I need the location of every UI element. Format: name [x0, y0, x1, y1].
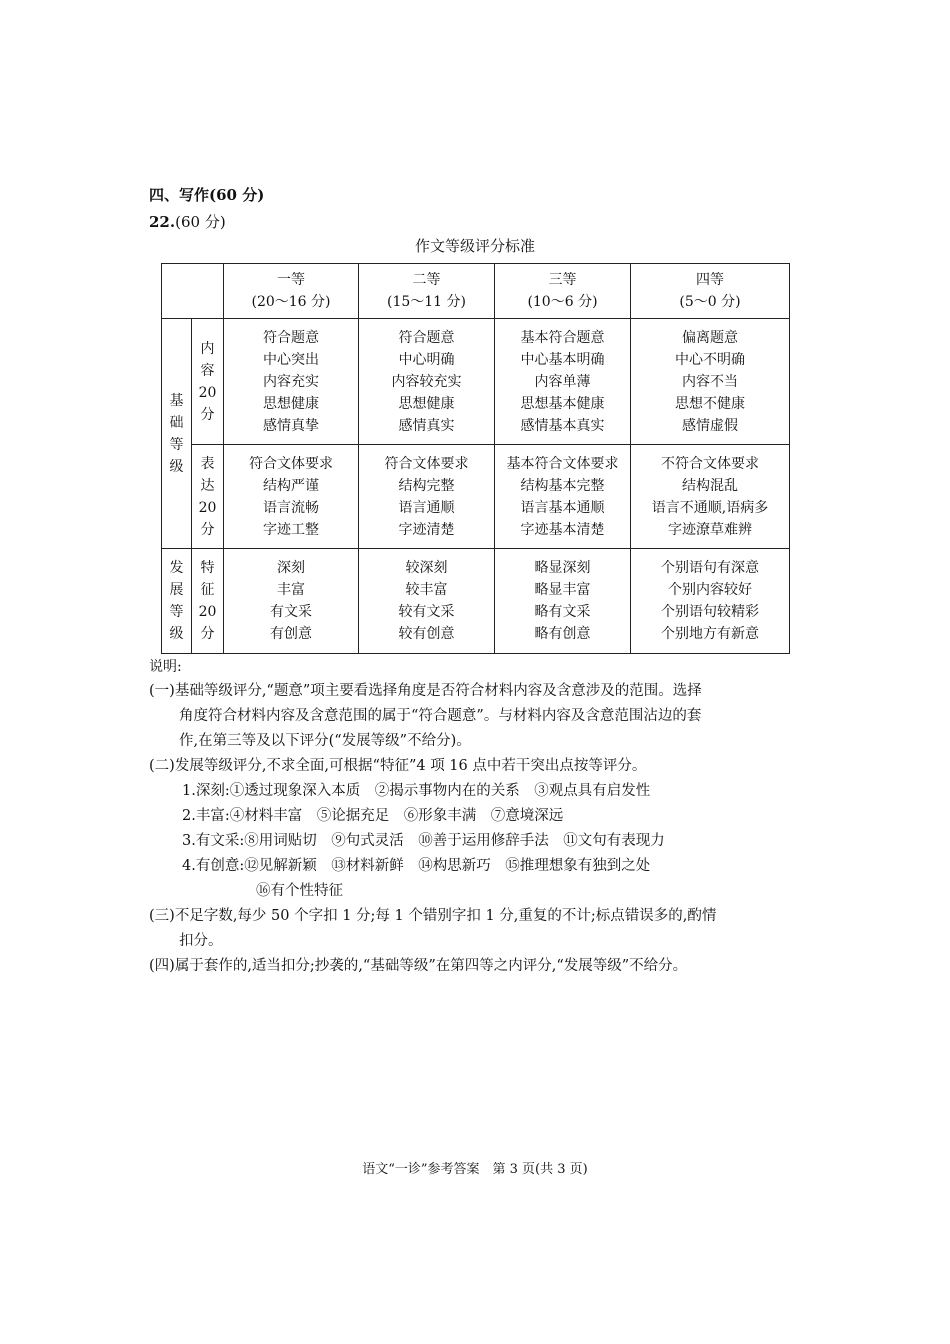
grade-header-4: 四等 (5～0 分) [631, 264, 790, 319]
notes-label: 说明: [149, 659, 182, 675]
grading-table [161, 263, 790, 654]
note-2-item-1: 1.深刻:①透过现象深入本质 ②揭示事物内在的关系 ③观点具有启发性 [182, 783, 651, 799]
note-4: (四)属于套作的,适当扣分;抄袭的,“基础等级”在第四等之内评分,“发展等级”不给分。 [149, 958, 688, 974]
question-number: 22. [149, 213, 176, 231]
content-label: 内 容 20 分 [192, 319, 224, 445]
corner-cell [162, 264, 224, 319]
grade-header-3: 三等 (10～6 分) [495, 264, 631, 319]
note-2-item-4-cont: ⑯有个性特征 [256, 883, 343, 899]
feature-label: 特 征 20 分 [192, 549, 224, 654]
note-2: (二)发展等级评分,不求全面,可根据“特征”4 项 16 点中若干突出点按等评分。 [149, 758, 647, 774]
expression-row [162, 445, 790, 549]
table-title: 作文等级评分标准 [414, 237, 535, 255]
expression-grade-4: 不符合文体要求 结构混乱 语言不通顺,语病多 字迹潦草难辨 [631, 445, 790, 549]
feature-grade-1: 深刻 丰富 有文采 有创意 [224, 549, 359, 654]
feature-row [162, 549, 790, 654]
section-title: 四、写作(60 分) [149, 186, 265, 204]
note-3-line-2: 扣分。 [179, 933, 223, 949]
note-2-item-2: 2.丰富:④材料丰富 ⑤论据充足 ⑥形象丰满 ⑦意境深远 [182, 808, 564, 824]
content-grade-4: 偏离题意 中心不明确 内容不当 思想不健康 感情虚假 [631, 319, 790, 445]
grade-header-1: 一等 (20～16 分) [224, 264, 359, 319]
feature-grade-3: 略显深刻 略显丰富 略有文采 略有创意 [495, 549, 631, 654]
expression-grade-3: 基本符合文体要求 结构基本完整 语言基本通顺 字迹基本清楚 [495, 445, 631, 549]
page-footer: 语文“一诊”参考答案 第 3 页(共 3 页) [362, 1162, 588, 1177]
feature-grade-4: 个别语句有深意 个别内容较好 个别语句较精彩 个别地方有新意 [631, 549, 790, 654]
question-heading [149, 211, 226, 232]
content-grade-2: 符合题意 中心明确 内容较充实 思想健康 感情真实 [359, 319, 495, 445]
note-1-line-3: 作,在第三等及以下评分(“发展等级”不给分)。 [179, 733, 471, 749]
content-row [162, 319, 790, 445]
expression-label: 表 达 20 分 [192, 445, 224, 549]
expression-grade-2: 符合文体要求 结构完整 语言通顺 字迹清楚 [359, 445, 495, 549]
grade-header-2: 二等 (15～11 分) [359, 264, 495, 319]
question-points: (60 分) [175, 213, 226, 231]
content-grade-3: 基本符合题意 中心基本明确 内容单薄 思想基本健康 感情基本真实 [495, 319, 631, 445]
basic-level-label: 基 础 等 级 [162, 319, 192, 549]
note-1-line-1: (一)基础等级评分,“题意”项主要看选择角度是否符合材料内容及含意涉及的范围。选择 [149, 683, 702, 699]
note-1-line-2: 角度符合材料内容及含意范围的属于“符合题意”。与材料内容及含意范围沾边的套 [179, 708, 702, 724]
grade-header-row [162, 264, 790, 319]
note-2-item-4: 4.有创意:⑫见解新颖 ⑬材料新鲜 ⑭构思新巧 ⑮推理想象有独到之处 [182, 858, 651, 874]
expression-grade-1: 符合文体要求 结构严谨 语言流畅 字迹工整 [224, 445, 359, 549]
note-1 [149, 679, 804, 754]
note-3-line-1: (三)不足字数,每少 50 个字扣 1 分;每 1 个错别字扣 1 分,重复的不计;标点错误多的,酌情 [149, 908, 717, 924]
note-2-item-3: 3.有文采:⑧用词贴切 ⑨句式灵活 ⑩善于运用修辞手法 ⑪文句有表现力 [182, 833, 665, 849]
feature-grade-2: 较深刻 较丰富 较有文采 较有创意 [359, 549, 495, 654]
development-level-label: 发 展 等 级 [162, 549, 192, 654]
note-3 [149, 904, 804, 954]
content-grade-1: 符合题意 中心突出 内容充实 思想健康 感情真挚 [224, 319, 359, 445]
